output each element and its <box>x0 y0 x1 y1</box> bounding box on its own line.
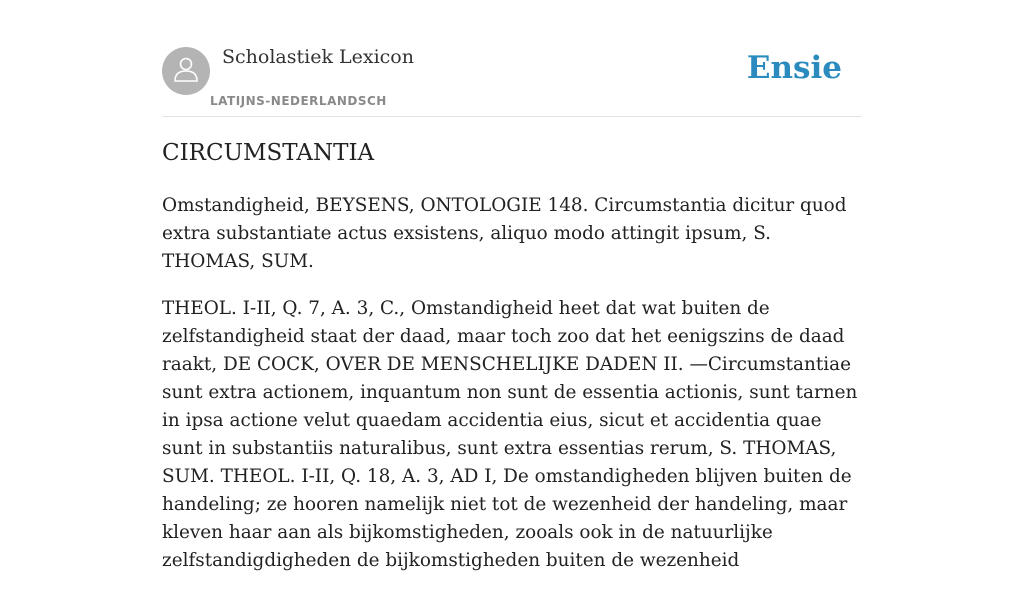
ensie-logo-link[interactable]: Ensie <box>746 50 842 86</box>
entry-title: CIRCUMSTANTIA <box>162 140 375 166</box>
site-header <box>162 0 862 117</box>
entry-body <box>162 192 862 594</box>
avatar[interactable] <box>162 47 210 95</box>
entry-paragraph: THEOL. I-II, Q. 7, A. 3, C., Omstandigheid heet dat wat buiten de zelfstandigheid staat der daad, maar toch zoo dat het eenigszins de daad raakt, DE COCK, OVER DE MENSCHELIJKE DADEN II. —Circumstantiae sunt extra actionem, inquantum non sunt de essentia actionis, sunt tarnen in ipsa actione velut quaedam accidentia eius, sicut et accidentia quae sunt in substantiis naturalibus, sunt extra essentias rerum, S. THOMAS, SUM. THEOL. I-II, Q. 18, A. 3, AD I, De omstandigheden blijven buiten de handeling; ze hooren namelijk niet tot de wezenheid der handeling, maar kleven haar aan als bijkomstigheden, zooals ook in de natuurlijke zelfstandigdigheden de bijkomstigheden buiten de wezenheid <box>162 298 858 571</box>
content-container <box>162 0 862 571</box>
user-icon <box>171 54 201 89</box>
entry-paragraph: Omstandigheid, BEYSENS, ONTOLOGIE 148. Circumstantia dicitur quod extra substantiate actus exsistens, aliquo modo attingit ipsum, S. THOMAS, SUM. <box>162 195 847 272</box>
site-title[interactable]: Scholastiek Lexicon <box>222 46 414 68</box>
site-subtitle: LATIJNS-NEDERLANDSCH <box>210 94 387 108</box>
